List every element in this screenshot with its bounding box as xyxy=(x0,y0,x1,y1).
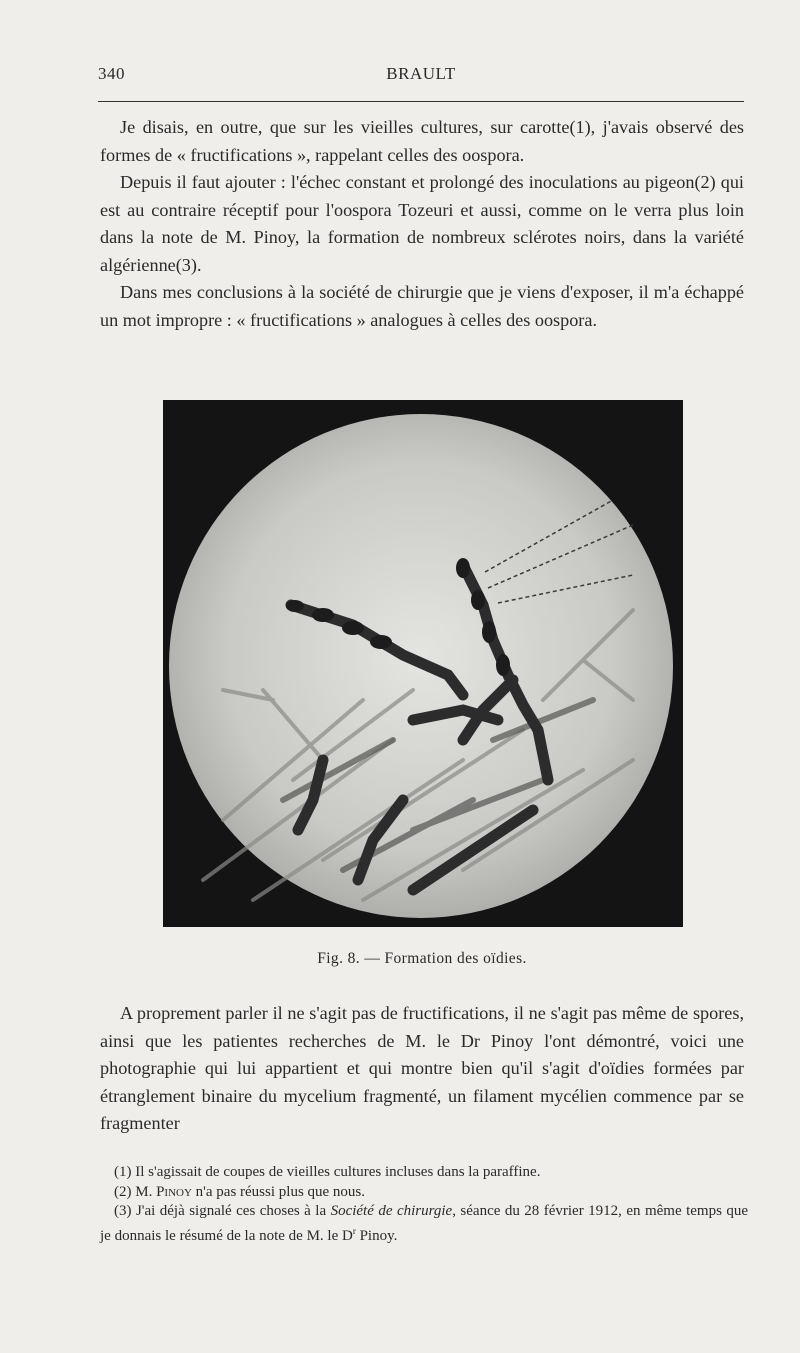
paragraph-2: Depuis il faut ajouter : l'échec constant et prolongé des inoculations au pigeon(2) qui est au contraire réceptif pour l'oospora Tozeuri et aussi, comme on le verra plus loin dans la note de M. Pinoy, la formation de nombreux sclérotes noirs, dans la variété algérienne(3). xyxy=(100,172,744,275)
micrograph-image xyxy=(163,400,683,927)
author-name: Pinoy xyxy=(156,1183,192,1200)
footnotes xyxy=(100,1163,748,1246)
page-header xyxy=(98,64,744,88)
footnote-1: (1) Il s'agissait de coupes de vieilles cultures incluses dans la paraffine. xyxy=(114,1164,541,1180)
journal-name: Société de chirurgie xyxy=(330,1203,453,1219)
body-text-bottom xyxy=(100,1000,744,1138)
running-head: BRAULT xyxy=(386,64,456,83)
footnote-2: (2) M. Pinoy n'a pas réussi plus que nous. xyxy=(114,1183,366,1200)
micrograph-figure xyxy=(163,400,683,927)
page-number: 340 xyxy=(98,64,125,83)
header-rule xyxy=(98,101,744,102)
paragraph-4: A proprement parler il ne s'agit pas de fructifications, il ne s'agit pas même de spores, ainsi que les patientes recherches de M. le Dr Pinoy l'ont démontré, voici une photographie qui lui appartient et qui montre bien qu'il s'agit d'oïdies formées par étranglement binaire du mycelium fragmenté, un filament mycélien commence par se fragmenter xyxy=(100,1003,744,1133)
paragraph-1: Je disais, en outre, que sur les vieilles cultures, sur carotte(1), j'avais observé des formes de « fructifications », rappelant celles des oospora. xyxy=(100,117,744,165)
figure-caption: Fig. 8. — Formation des oïdies. xyxy=(317,950,527,967)
body-text-top xyxy=(100,114,744,334)
footnote-3: (3) J'ai déjà signalé ces choses à la Société de chirurgie, séance du 28 février 1912, en même temps que je donnais le résumé de la note de M. le $D^r$ Pinoy. xyxy=(100,1203,749,1244)
paragraph-3: Dans mes conclusions à la société de chirurgie que je viens d'exposer, il m'a échappé un mot impropre : « fructifications » analogues à celles des oospora. xyxy=(100,282,744,330)
